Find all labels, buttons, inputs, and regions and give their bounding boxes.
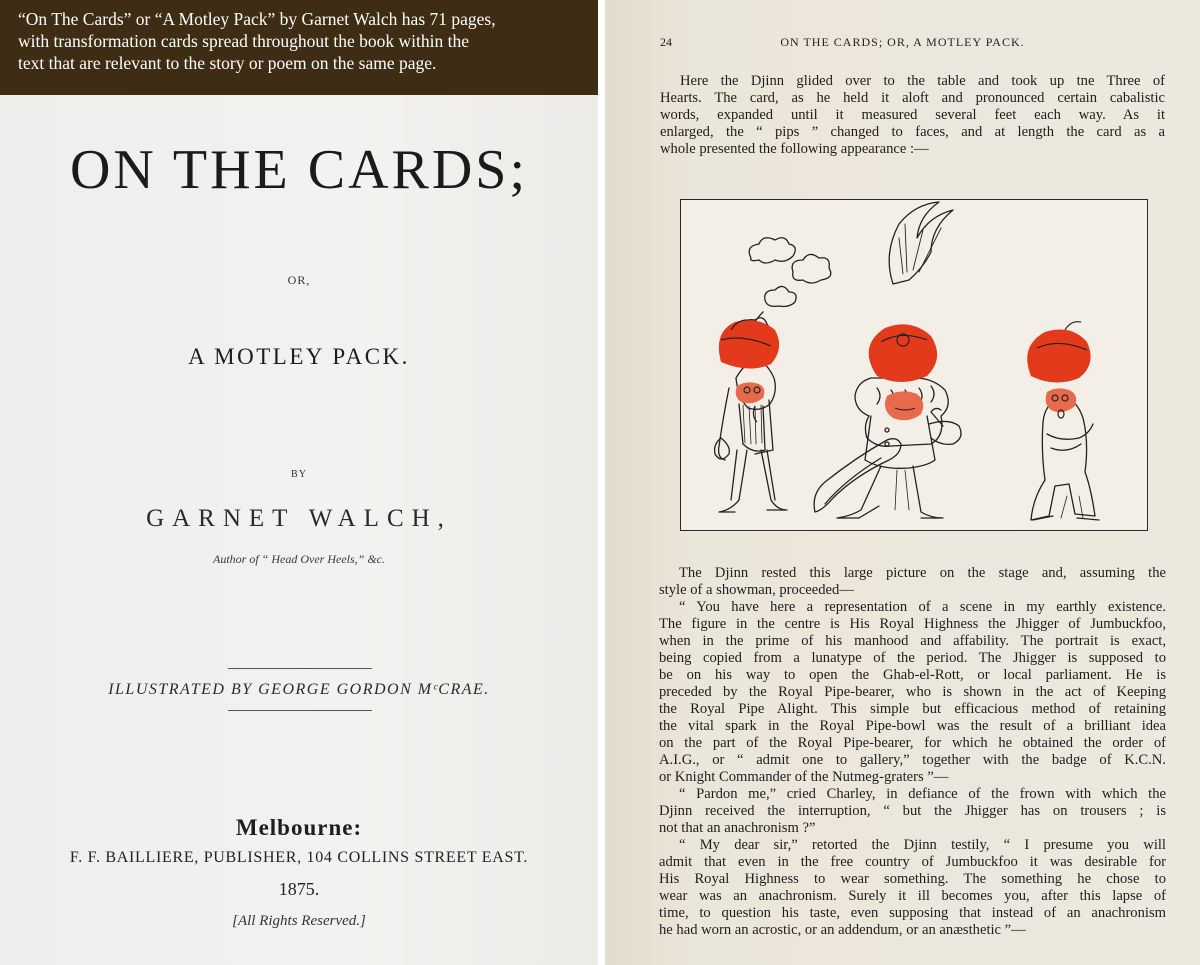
caption-box bbox=[0, 0, 598, 95]
text-line: time, to question his taste, even supposing that instead of an anachronism bbox=[659, 905, 1166, 921]
text-line: or Knight Commander of the Nutmeg-graters ”— bbox=[659, 769, 949, 785]
text-line: preceded by the Royal Pipe-bearer, who is shown in the act of Keeping bbox=[659, 684, 1166, 700]
title-page bbox=[0, 0, 598, 965]
text-line: being copied from a lunatype of the period. The Jhigger is supposed to bbox=[659, 650, 1166, 666]
text-line: Here the Djinn glided over to the table and took up tne Three of bbox=[680, 73, 1165, 89]
page-number: 24 bbox=[660, 35, 672, 49]
publication-year: 1875. bbox=[278, 879, 320, 899]
text-line: the vital spark in the Royal Pipe-bowl was the result of a brilliant idea bbox=[659, 718, 1166, 734]
card-illustration bbox=[680, 199, 1148, 531]
publication-place: Melbourne: bbox=[235, 815, 363, 840]
paragraph-showman bbox=[659, 565, 1166, 939]
text-line: wear was an anachronism. Surely it ill becomes you, after this lapse of bbox=[659, 888, 1166, 904]
text-line: The figure in the centre is His Royal Highness the Jhigger of Jumbuckfoo, bbox=[659, 616, 1166, 632]
text-line: style of a showman, proceeded— bbox=[659, 582, 854, 598]
text-line: admit that even in the free country of Jumbuckfoo it was desirable for bbox=[659, 854, 1166, 870]
text-line: “ My dear sir,” retorted the Djinn testily, “ I presume you will bbox=[679, 837, 1166, 853]
text-line: “ Pardon me,” cried Charley, in defiance of the frown with which the bbox=[679, 786, 1166, 802]
rights-line: [All Rights Reserved.] bbox=[232, 913, 366, 929]
text-line: Hearts. The card, as he held it aloft and pronounced certain cabalistic bbox=[660, 90, 1165, 106]
text-line: words, expanded until it measured several feet each way. As it bbox=[660, 107, 1165, 123]
page-gutter bbox=[598, 0, 605, 965]
or-text: OR, bbox=[287, 273, 311, 287]
text-line: whole presented the following appearance :— bbox=[660, 141, 929, 157]
author-name: GARNET WALCH, bbox=[146, 505, 452, 532]
caption-line: text that are relevant to the story or poem on the same page. bbox=[18, 53, 437, 73]
publisher-line: F. F. BAILLIERE, PUBLISHER, 104 COLLINS STREET EAST. bbox=[69, 849, 529, 866]
text-line: not that an anachronism ?” bbox=[659, 820, 816, 836]
by-text: BY bbox=[291, 469, 307, 480]
text-line: Djinn received the interruption, “ but the Jhigger has on trousers ; is bbox=[659, 803, 1166, 819]
author-of-line: Author of “ Head Over Heels,” &c. bbox=[213, 552, 385, 566]
text-line: enlarged, the “ pips ” changed to faces, and at length the card as a bbox=[660, 124, 1165, 140]
text-line: be on his way to open the Ghab-el-Rott, or local parliament. He is bbox=[659, 667, 1166, 683]
text-line: “ You have here a representation of a scene in my earthly existence. bbox=[679, 599, 1166, 615]
caption-line: with transformation cards spread throughout the book within the bbox=[18, 31, 470, 51]
text-line: when in the prime of his manhood and affability. The portrait is exact, bbox=[659, 633, 1166, 649]
paragraph-intro bbox=[660, 73, 1165, 158]
caption-line: “On The Cards” or “A Motley Pack” by Garnet Walch has 71 pages, bbox=[18, 9, 496, 29]
divider-rule bbox=[228, 668, 372, 669]
text-line: His Royal Highness to wear something. The something he chose to bbox=[659, 871, 1166, 887]
text-line: he had worn an acrostic, or an addendum, or an anæsthetic ”— bbox=[659, 922, 1026, 938]
text-line: The Djinn rested this large picture on the stage and, assuming the bbox=[679, 565, 1166, 581]
running-head: ON THE CARDS; OR, A MOTLEY PACK. bbox=[780, 35, 1025, 49]
text-page bbox=[605, 0, 1200, 965]
running-header bbox=[605, 35, 1200, 51]
text-line: A.I.G., or “ admit one to gallery,” together with the badge of K.C.N. bbox=[659, 752, 1166, 768]
book-title: ON THE CARDS; bbox=[69, 139, 528, 201]
illustrator-line: ILLUSTRATED BY GEORGE GORDON MᶜCRAE. bbox=[108, 681, 490, 698]
divider-rule bbox=[228, 710, 372, 711]
text-line: on the part of the Royal Pipe-bearer, for which he obtained the order of bbox=[659, 735, 1166, 751]
three-figures-drawing bbox=[681, 200, 1147, 530]
text-line: the Royal Pipe Alight. This simple but efficacious method of retaining bbox=[659, 701, 1166, 717]
book-subtitle: A MOTLEY PACK. bbox=[188, 344, 410, 369]
